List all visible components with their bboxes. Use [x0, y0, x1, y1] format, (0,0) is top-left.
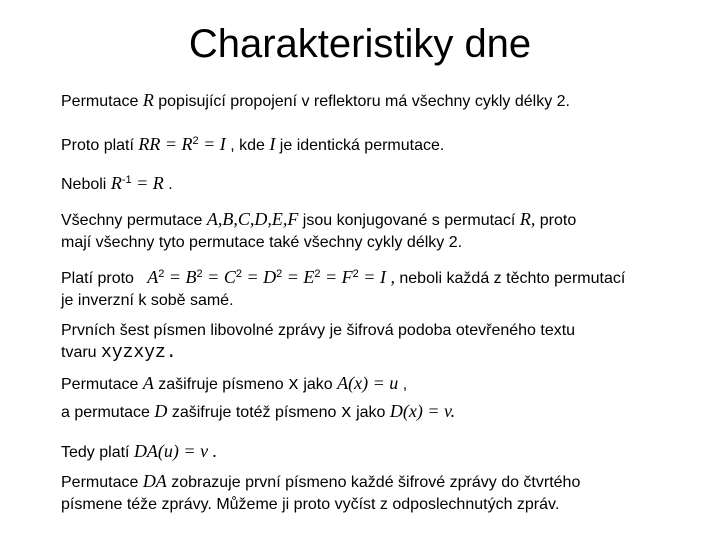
paragraph-first-six: Prvních šest písmen libovolné zprávy je šifrová podoba otevřeného textu tvaru xyzxyz. — [61, 322, 576, 363]
paragraph-rr-identity: Proto platí RR = $R^2 = I$ , kde I je identická permutace. — [61, 134, 445, 154]
page-title: Charakteristiky dne — [188, 22, 532, 66]
paragraph-da: Tedy platí DA(u) = v . — [61, 441, 218, 461]
paragraph-reflector: Permutace R popisující propojení v reflektoru má všechny cykly délky 2. — [61, 90, 570, 110]
paragraph-inverse: Neboli $R^{-1} = R$ . — [61, 173, 173, 193]
paragraph-encrypt: Permutace A zašifruje písmeno x jako A(x) = u , a permutace D zašifruje totéž písmeno x jako D(x) = v. — [61, 373, 456, 423]
paragraph-conjugate: Všechny permutace A,B,C,D,E,F jsou konjugované s permutací R, proto mají všechny tyto permutace také všechny cykly délky 2. — [61, 209, 577, 251]
paragraph-conclusion: Permutace DA zobrazuje první písmeno každé šifrové zprávy do čtvrtého písmene téže zprávy. Můžeme ji proto vyčíst z odposlechnutých zpráv. — [61, 471, 581, 513]
paragraph-squares: Platí proto $A^2 = B^2 = C^2 = D^2 = E^2 = F^2 = I$ , neboli každá z těchto permutací je inverzní k sobě samé. — [61, 267, 626, 309]
